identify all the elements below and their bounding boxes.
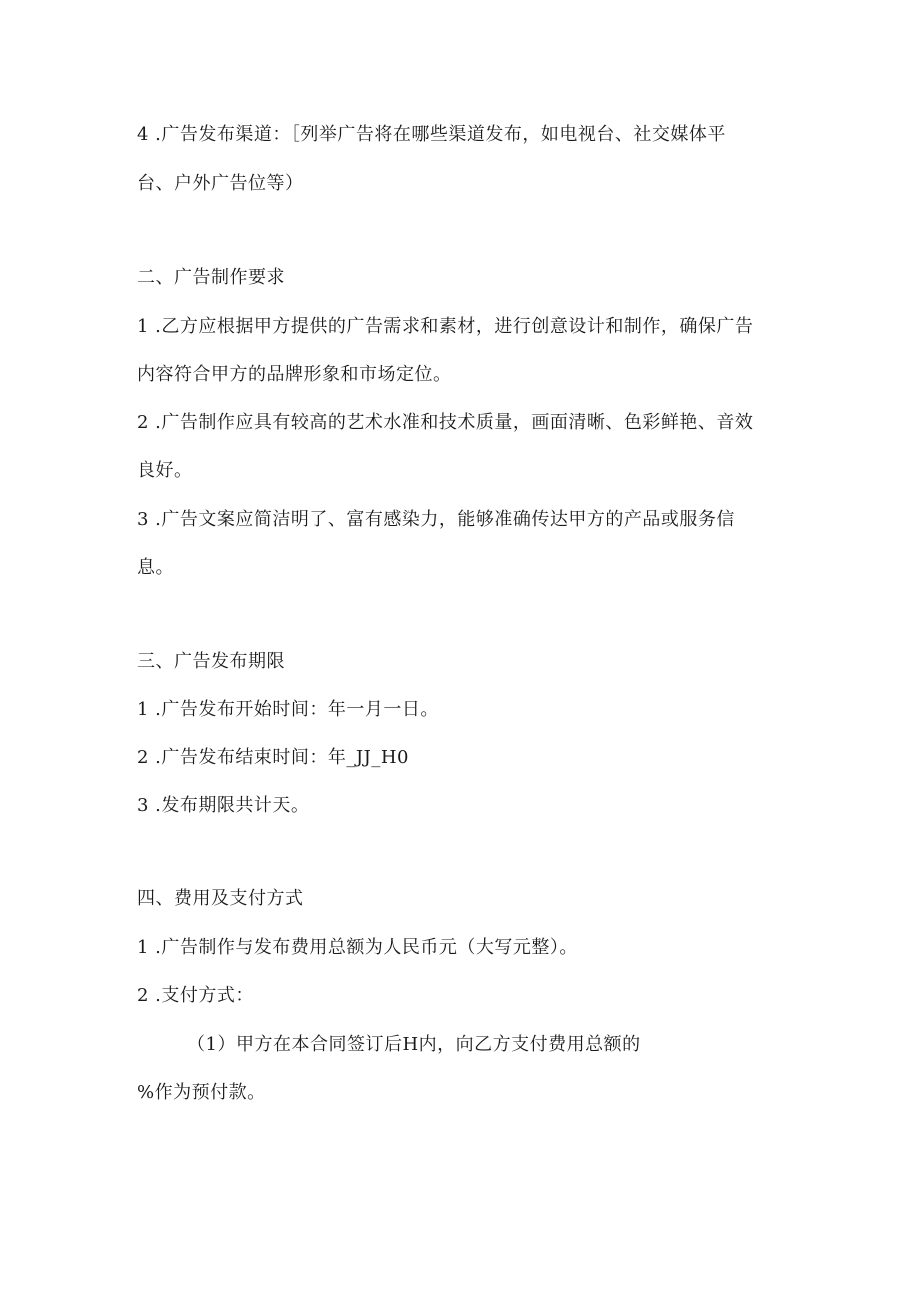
paragraph-line: 2 .支付方式： xyxy=(137,985,254,1006)
paragraph-line: 3 .广告文案应简洁明了、富有感染力，能够准确传达甲方的产品或服务信 xyxy=(137,509,735,530)
paragraph-line: 1 .乙方应根据甲方提供的广告需求和素材，进行创意设计和制作，确保广告 xyxy=(137,316,754,337)
paragraph-line: %作为预付款。 xyxy=(137,1082,266,1103)
paragraph-line: 台、户外广告位等） xyxy=(137,173,304,194)
paragraph-line: 1 .广告制作与发布费用总额为人民币元（大写元整）。 xyxy=(137,937,578,958)
paragraph-line: 2 .广告发布结束时间：年_JJ_H0 xyxy=(137,747,409,768)
section-heading: 四、费用及支付方式 xyxy=(137,888,304,909)
paragraph-line: 4 .广告发布渠道：［列举广告将在哪些渠道发布，如电视台、社交媒体平 xyxy=(137,124,726,145)
section-heading: 三、广告发布期限 xyxy=(137,651,285,672)
paragraph-line: 3 .发布期限共计天。 xyxy=(137,795,310,816)
paragraph-line: 内容符合甲方的品牌形象和市场定位。 xyxy=(137,364,452,385)
paragraph-line: 2 .广告制作应具有较高的艺术水准和技术质量，画面清晰、色彩鲜艳、音效 xyxy=(137,412,754,433)
section-heading: 二、广告制作要求 xyxy=(137,267,285,288)
paragraph-line: 良好。 xyxy=(137,460,193,481)
paragraph-line: 息。 xyxy=(137,557,174,578)
paragraph-line: 1 .广告发布开始时间：年一月一日。 xyxy=(137,699,439,720)
paragraph-line: （1）甲方在本合同签订后H内，向乙方支付费用总额的 xyxy=(187,1034,641,1055)
